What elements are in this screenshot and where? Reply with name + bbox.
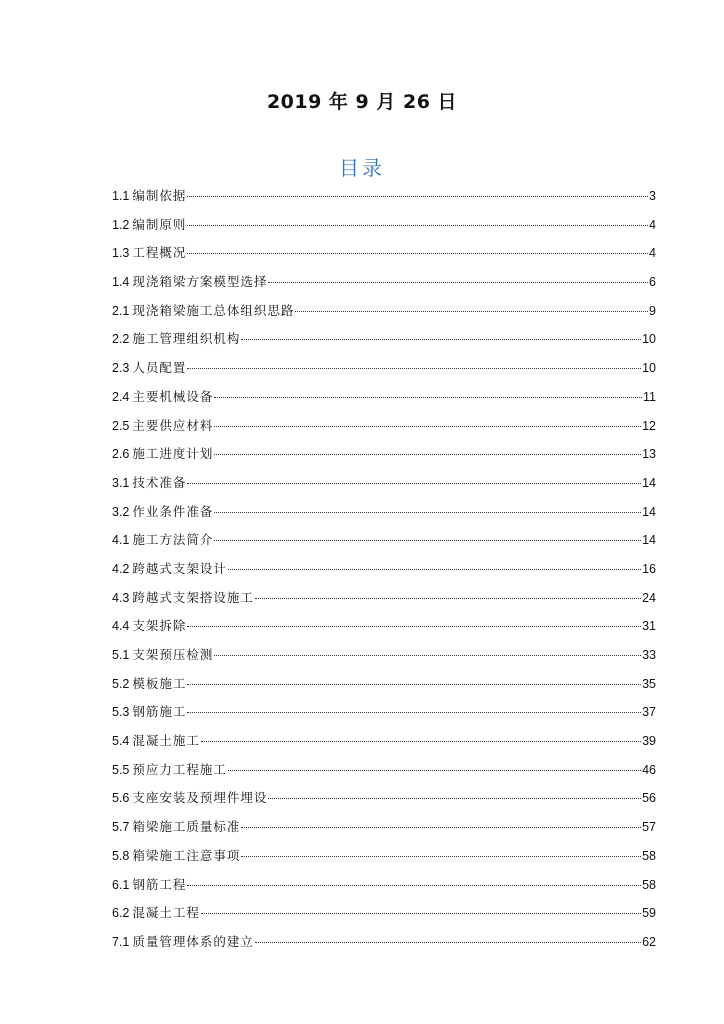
toc-dot-leader [187, 483, 641, 484]
toc-entry[interactable] [112, 845, 656, 874]
toc-dot-leader [214, 540, 641, 541]
toc-entry-number: 2.4 [112, 389, 130, 404]
toc-entry-number: 3.2 [112, 504, 130, 519]
toc-entry-label: 预应力工程施工 [132, 761, 227, 777]
toc-entry-label: 现浇箱梁方案模型选择 [132, 274, 268, 290]
toc-entry[interactable] [112, 587, 656, 616]
toc-entry[interactable] [112, 701, 656, 730]
toc-entry[interactable] [112, 300, 656, 329]
toc-entry-page-number: 9 [649, 303, 656, 318]
toc-entry-page-number: 16 [642, 561, 656, 576]
toc-entry[interactable] [112, 185, 656, 214]
toc-entry-number: 5.2 [112, 676, 130, 691]
toc-entry-number: 1.3 [112, 246, 130, 261]
toc-entry-page-number: 14 [642, 533, 656, 548]
toc-entry[interactable] [112, 415, 656, 444]
table-of-contents [112, 185, 656, 960]
toc-entry-label: 人员配置 [132, 360, 187, 376]
toc-entry-number: 5.1 [112, 648, 130, 662]
toc-entry[interactable] [112, 673, 656, 702]
toc-entry-label: 技术准备 [132, 474, 187, 490]
toc-entry-page-number: 59 [642, 906, 656, 921]
toc-entry-number: 3.1 [112, 475, 130, 490]
toc-dot-leader [201, 741, 641, 742]
toc-entry-label: 编制原则 [132, 216, 187, 232]
toc-entry-number: 5.4 [112, 734, 130, 749]
toc-dot-leader [268, 282, 648, 283]
toc-entry-label: 质量管理体系的建立 [132, 933, 254, 949]
toc-entry-label: 跨越式支架设计 [132, 560, 227, 576]
toc-entry-label: 支座安装及预埋件埋设 [132, 790, 268, 806]
toc-entry[interactable] [112, 328, 656, 357]
toc-entry-number: 4.3 [112, 590, 130, 605]
toc-entry-label: 施工管理组织机构 [132, 331, 241, 347]
toc-entry[interactable] [112, 242, 656, 271]
toc-entry-number: 2.1 [112, 303, 130, 318]
toc-entry-page-number: 3 [649, 189, 656, 203]
toc-entry-number: 5.7 [112, 820, 130, 835]
toc-entry[interactable] [112, 271, 656, 300]
toc-entry-label: 支架拆除 [132, 618, 187, 634]
toc-entry-page-number: 10 [642, 361, 656, 376]
toc-entry-page-number: 35 [642, 676, 656, 691]
toc-entry-label: 工程概况 [132, 245, 187, 261]
toc-dot-leader [214, 397, 642, 398]
toc-dot-leader [228, 770, 641, 771]
toc-entry[interactable] [112, 558, 656, 587]
toc-dot-leader [214, 454, 641, 455]
toc-entry-number: 5.5 [112, 762, 130, 777]
toc-entry-number: 1.4 [112, 275, 130, 290]
toc-entry-number: 6.2 [112, 906, 130, 921]
toc-dot-leader [268, 798, 641, 799]
toc-entry-label: 模板施工 [132, 675, 187, 691]
toc-dot-leader [187, 712, 641, 713]
toc-entry-number: 5.8 [112, 848, 130, 863]
toc-entry-label: 现浇箱梁施工总体组织思路 [132, 302, 295, 318]
toc-entry-page-number: 39 [642, 734, 656, 749]
toc-dot-leader [255, 598, 641, 599]
toc-dot-leader [187, 253, 648, 254]
toc-entry-page-number: 14 [642, 504, 656, 519]
toc-entry-label: 编制依据 [132, 188, 187, 203]
toc-dot-leader [214, 426, 641, 427]
toc-entry-number: 2.6 [112, 447, 130, 462]
toc-entry-label: 混凝土施工 [132, 733, 200, 749]
toc-dot-leader [241, 339, 641, 340]
toc-entry[interactable] [112, 931, 656, 960]
toc-entry-label: 箱梁施工注意事项 [132, 847, 241, 863]
toc-entry[interactable] [112, 357, 656, 386]
toc-entry-number: 5.3 [112, 705, 130, 720]
toc-entry-page-number: 14 [642, 475, 656, 490]
toc-title: 目录 [339, 156, 385, 180]
toc-entry-number: 7.1 [112, 934, 130, 949]
toc-entry-number: 4.1 [112, 533, 130, 548]
toc-entry[interactable] [112, 759, 656, 788]
toc-entry-number: 5.6 [112, 791, 130, 806]
toc-entry-label: 跨越式支架搭设施工 [132, 589, 254, 605]
toc-entry-page-number: 57 [642, 820, 656, 835]
toc-entry[interactable] [112, 874, 656, 903]
document-date: 2019 年 9 月 26 日 [266, 91, 458, 113]
toc-entry[interactable] [112, 902, 656, 931]
toc-entry-page-number: 58 [642, 877, 656, 892]
toc-entry-page-number: 4 [649, 217, 656, 232]
toc-dot-leader [187, 196, 648, 197]
toc-entry-label: 钢筋施工 [132, 704, 187, 720]
toc-entry-label: 施工方法简介 [132, 532, 214, 548]
toc-entry-page-number: 24 [642, 590, 656, 605]
toc-entry-page-number: 12 [642, 418, 656, 433]
toc-entry-page-number: 11 [643, 389, 656, 404]
toc-entry-page-number: 6 [649, 275, 656, 290]
toc-dot-leader [255, 942, 641, 943]
toc-entry[interactable] [112, 787, 656, 816]
toc-entry-label: 支架预压检测 [132, 647, 214, 662]
toc-entry-page-number: 46 [642, 762, 656, 777]
toc-entry-page-number: 4 [649, 246, 656, 261]
toc-entry-page-number: 37 [642, 705, 656, 720]
toc-entry-number: 1.2 [112, 217, 130, 232]
toc-entry-number: 2.5 [112, 418, 130, 433]
toc-dot-leader [228, 569, 641, 570]
toc-dot-leader [241, 856, 641, 857]
toc-entry-label: 箱梁施工质量标准 [132, 819, 241, 835]
toc-entry-label: 混凝土工程 [132, 905, 200, 921]
toc-entry-page-number: 31 [642, 619, 656, 634]
toc-entry[interactable] [112, 443, 656, 472]
toc-entry-label: 主要机械设备 [132, 388, 214, 404]
toc-entry[interactable] [112, 529, 656, 558]
toc-entry-number: 4.2 [112, 561, 130, 576]
toc-dot-leader [187, 684, 641, 685]
toc-entry[interactable] [112, 501, 656, 530]
toc-entry[interactable] [112, 730, 656, 759]
toc-entry-number: 6.1 [112, 877, 130, 892]
toc-entry[interactable] [112, 644, 656, 673]
toc-entry-page-number: 13 [642, 447, 656, 462]
toc-entry-page-number: 56 [642, 791, 656, 806]
toc-entry-number: 2.3 [112, 361, 130, 376]
toc-entry-page-number: 33 [642, 648, 656, 662]
toc-dot-leader [241, 827, 641, 828]
toc-dot-leader [214, 512, 641, 513]
toc-entry[interactable] [112, 214, 656, 243]
toc-entry-label: 作业条件准备 [132, 503, 214, 519]
toc-entry[interactable] [112, 615, 656, 644]
toc-entry-page-number: 10 [642, 332, 656, 347]
toc-entry-label: 主要供应材料 [132, 417, 214, 433]
toc-entry-number: 1.1 [112, 189, 130, 203]
toc-entry-number: 4.4 [112, 619, 130, 634]
toc-entry-page-number: 58 [642, 848, 656, 863]
toc-dot-leader [187, 225, 648, 226]
toc-dot-leader [214, 655, 641, 656]
toc-dot-leader [201, 913, 641, 914]
toc-entry-page-number: 62 [642, 934, 656, 949]
toc-dot-leader [187, 885, 641, 886]
toc-entry-number: 2.2 [112, 332, 130, 347]
toc-dot-leader [187, 626, 641, 627]
toc-entry[interactable] [112, 816, 656, 845]
toc-entry-label: 钢筋工程 [132, 876, 187, 892]
toc-entry[interactable] [112, 386, 656, 415]
toc-dot-leader [187, 368, 641, 369]
toc-entry-label: 施工进度计划 [132, 446, 214, 462]
toc-entry[interactable] [112, 472, 656, 501]
toc-dot-leader [295, 311, 648, 312]
